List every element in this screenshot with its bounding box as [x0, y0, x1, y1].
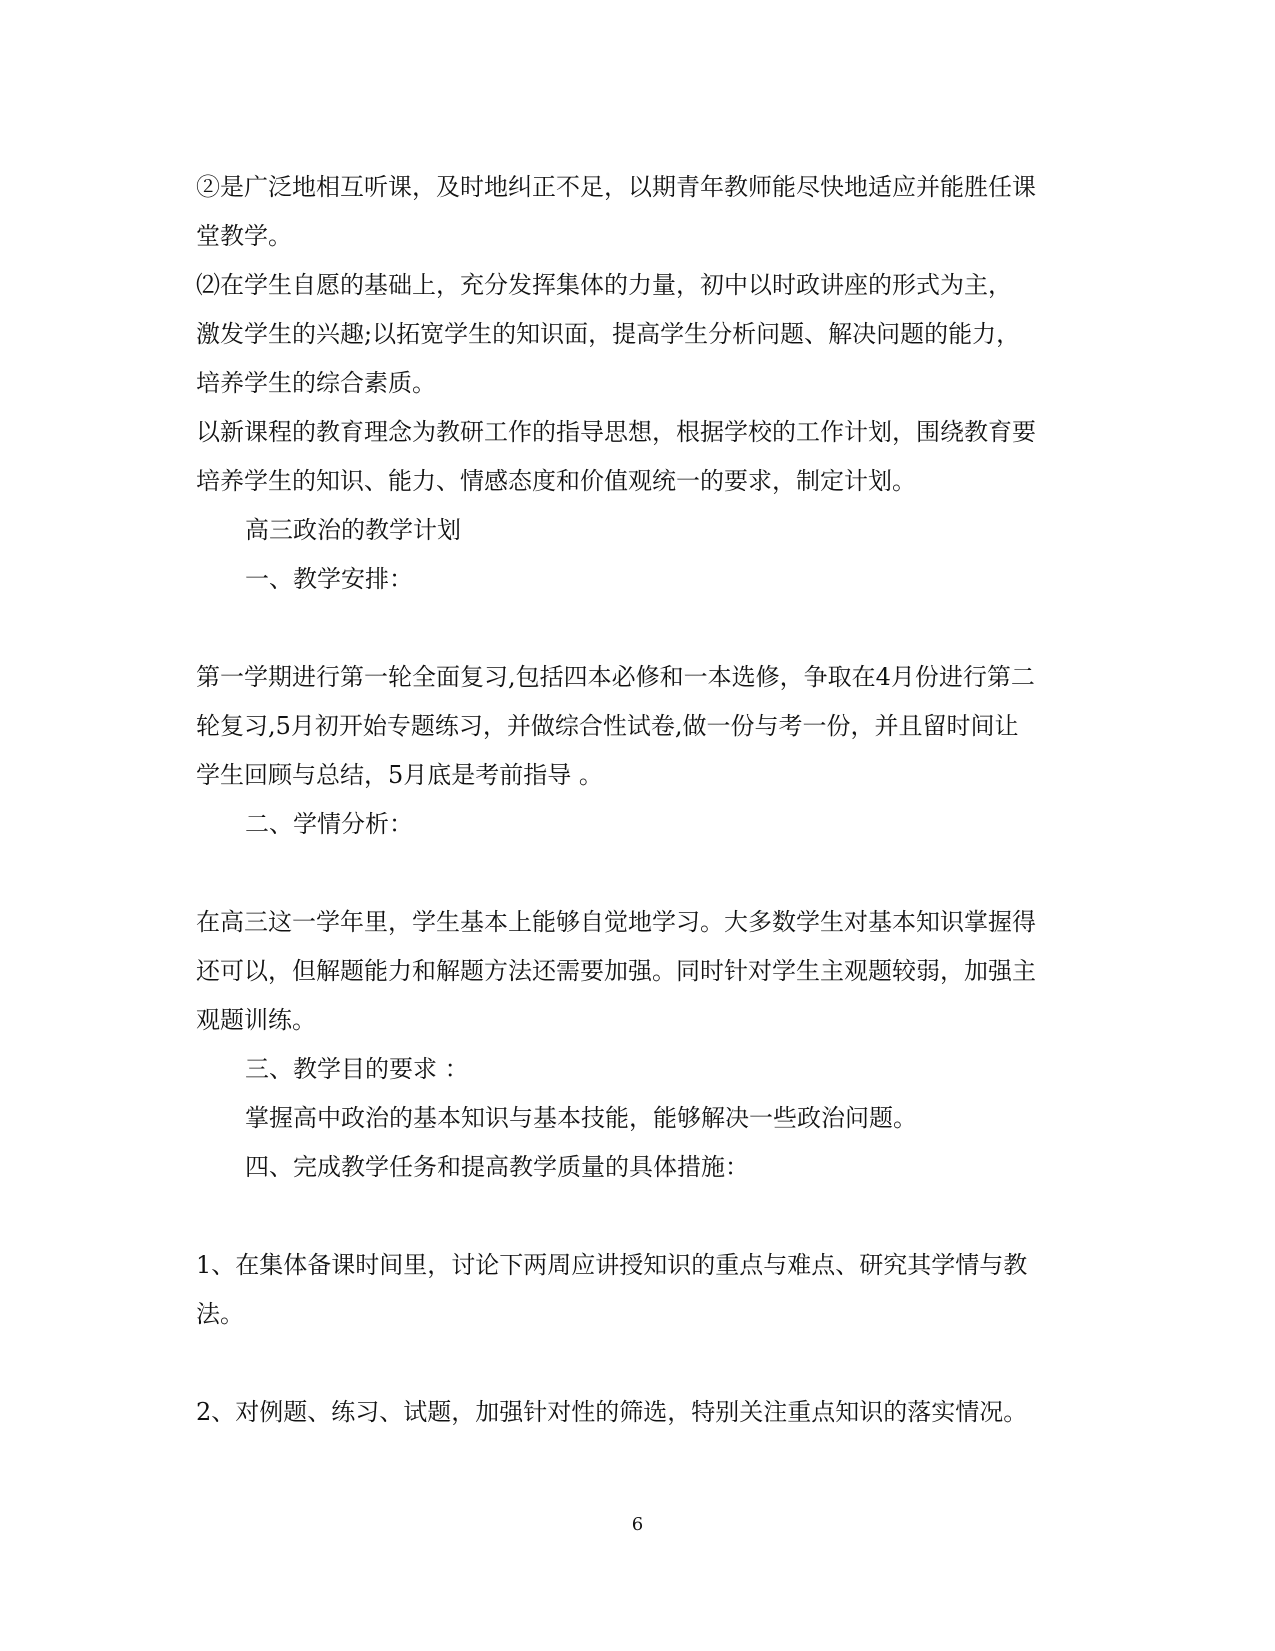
text-line: 培养学生的综合素质。	[196, 369, 436, 397]
spacer	[196, 1192, 1076, 1241]
text-line: 第一学期进行第一轮全面复习,包括四本必修和一本选修，争取在4月份进行第二	[196, 663, 1035, 691]
text-line: 以新课程的教育理念为教研工作的指导思想，根据学校的工作计划，围绕教育要	[196, 418, 1036, 446]
section-title: 高三政治的教学计划	[245, 516, 461, 544]
list-item-continuation: 法。	[196, 1300, 244, 1328]
text-line: 堂教学。	[196, 222, 292, 250]
page-number: 6	[631, 1514, 644, 1535]
text-line: 培养学生的知识、能力、情感态度和价值观统一的要求，制定计划。	[196, 467, 916, 495]
list-item: 2、对例题、练习、试题，加强针对性的筛选，特别关注重点知识的落实情况。	[196, 1398, 1028, 1426]
text-line: ②是广泛地相互听课，及时地纠正不足，以期青年教师能尽快地适应并能胜任课	[196, 173, 1036, 201]
text-line: 掌握高中政治的基本知识与基本技能，能够解决一些政治问题。	[245, 1104, 917, 1132]
text-line: 还可以，但解题能力和解题方法还需要加强。同时针对学生主观题较弱，加强主	[196, 957, 1036, 985]
section-heading: 四、完成教学任务和提高教学质量的具体措施：	[245, 1153, 749, 1181]
section-heading: 二、学情分析：	[245, 810, 413, 838]
section-heading: 一、教学安排：	[245, 565, 413, 593]
text-line: ⑵在学生自愿的基础上，充分发挥集体的力量，初中以时政讲座的形式为主，	[196, 271, 1012, 299]
list-item: 1、在集体备课时间里，讨论下两周应讲授知识的重点与难点、研究其学情与教	[196, 1251, 1028, 1279]
text-line: 观题训练。	[196, 1006, 316, 1034]
spacer	[196, 604, 1076, 653]
text-line: 学生回顾与总结，5月底是考前指导 。	[196, 761, 603, 789]
text-line: 在高三这一学年里，学生基本上能够自觉地学习。大多数学生对基本知识掌握得	[196, 908, 1036, 936]
text-line: 激发学生的兴趣;以拓宽学生的知识面，提高学生分析问题、解决问题的能力，	[196, 320, 1021, 348]
spacer	[196, 849, 1076, 898]
spacer	[196, 1339, 1076, 1388]
text-line: 轮复习,5月初开始专题练习，并做综合性试卷,做一份与考一份，并且留时间让	[196, 712, 1019, 740]
document-body	[196, 163, 1076, 1437]
section-heading: 三、教学目的要求 ：	[245, 1055, 469, 1083]
